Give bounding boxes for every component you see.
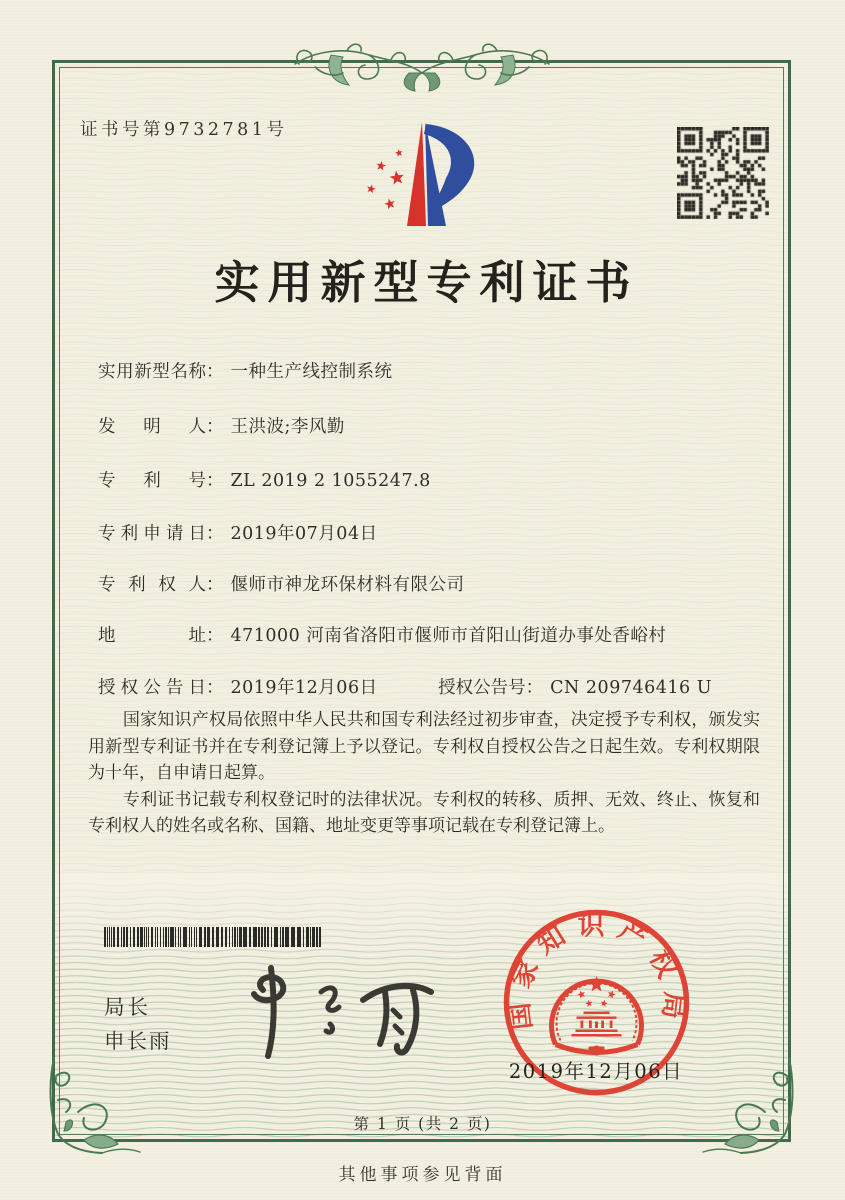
logo-red-wedge (407, 122, 426, 226)
field-row-patentee (98, 571, 465, 596)
signer-title: 局长 (104, 995, 151, 1019)
field-colon: ： (206, 362, 224, 382)
certificate-number: 证书号第9732781号 (80, 120, 288, 140)
seal-national-emblem (552, 976, 642, 1056)
field-label: 发明人 (98, 417, 206, 437)
field-value-grant-date: 2019年12月06日 (230, 678, 378, 698)
legal-paragraph-1: 国家知识产权局依照中华人民共和国专利法经过初步审查，决定授予专利权，颁发实用新型专利证书并在专利登记簿上予以登记。专利权自授权公告之日起生效。专利权期限为十年，自申请日起算。 (88, 710, 760, 783)
legal-paragraph-2: 专利证书记载专利权登记时的法律状况。专利权的转移、质押、无效、终止、恢复和专利权人的姓名或名称、国籍、地址变更等事项记载在专利登记簿上。 (88, 789, 760, 836)
field-label: 授权公告日 (98, 678, 206, 698)
seal-ring-text: 国家知识产权局 (502, 910, 691, 1032)
field-row-patent-number (98, 467, 431, 492)
field-label: 授权公告号 (438, 678, 526, 698)
field-row-address (98, 622, 666, 647)
seal-date: 2019年12月06日 (508, 1060, 684, 1083)
page-number: 第 1 页 (共 2 页) (353, 1115, 492, 1133)
field-value-grant-number: CN 209746416 U (550, 678, 712, 698)
barcode (104, 927, 326, 947)
logo-stars (366, 148, 405, 209)
grant-number-pair (438, 678, 712, 698)
field-colon: ： (525, 678, 544, 698)
grant-date-pair (98, 678, 383, 698)
field-colon: ： (206, 524, 224, 544)
field-colon: ： (206, 471, 224, 491)
signer-name: 申长雨 (104, 1029, 172, 1053)
field-label: 专利权人 (98, 575, 206, 595)
certificate-title: 实用新型专利证书 (214, 256, 639, 309)
field-value-patentee: 偃师市神龙环保材料有限公司 (230, 575, 465, 595)
field-value-filing-date: 2019年07月04日 (230, 524, 378, 544)
field-label: 地址 (98, 626, 206, 646)
field-label: 实用新型名称 (98, 362, 206, 382)
qr-code (677, 127, 769, 219)
field-colon: ： (206, 417, 224, 437)
field-value-utility-model-name: 一种生产线控制系统 (230, 362, 393, 382)
cnipa-logo (362, 112, 490, 240)
field-label: 专利号 (98, 471, 206, 491)
field-row-name (98, 358, 393, 383)
field-value-inventor: 王洪波;李风勤 (230, 417, 345, 437)
field-colon: ： (206, 575, 224, 595)
top-scroll-ornament (291, 33, 553, 95)
legal-text-block (88, 707, 760, 840)
field-row-filing-date (98, 520, 378, 545)
back-side-note: 其他事项参见背面 (338, 1165, 507, 1185)
field-label: 专利申请日 (98, 524, 206, 544)
bottom-right-corner-ornament (699, 1056, 799, 1156)
field-colon: ： (206, 626, 224, 646)
field-value-patent-number: ZL 2019 2 1055247.8 (230, 471, 431, 491)
field-colon: ： (206, 678, 224, 698)
bottom-left-corner-ornament (44, 1056, 144, 1156)
field-row-grant (98, 674, 712, 699)
field-value-address: 471000 河南省洛阳市偃师市首阳山街道办事处香峪村 (230, 626, 667, 646)
field-row-inventor (98, 413, 345, 438)
handwritten-signature (233, 962, 438, 1064)
